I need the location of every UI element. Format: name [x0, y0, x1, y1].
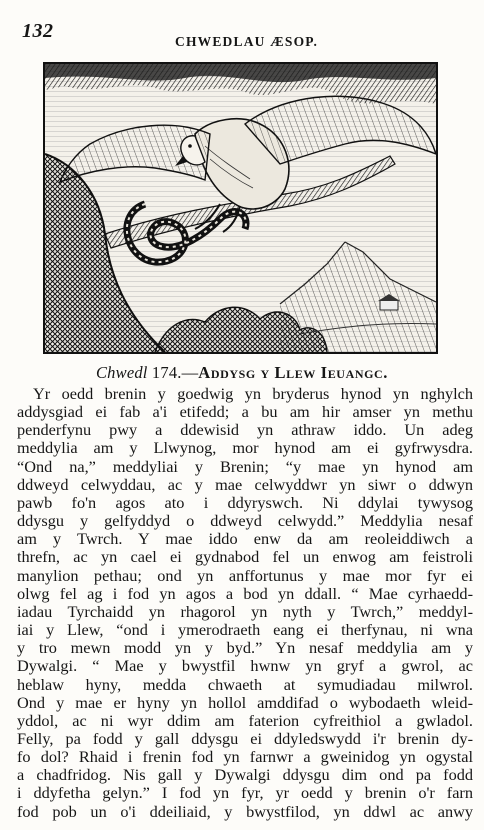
text-line: Dywalgi. “ Mae y bwystfil hwnw yn gryf a gwrol, ac — [17, 657, 473, 676]
text-line: am y Twrch. Y mae iddo enw da am reoleiddiwch a — [17, 530, 473, 549]
text-line: Felly, pa fodd y gall ddysgu ei ddyledswydd i'r brenin dy- — [17, 729, 473, 748]
text-line: iai y Llew, “ond i ymerodraeth eang ei therfynau, ni wna — [17, 621, 473, 640]
illustration-caption — [0, 363, 484, 383]
engraving-eagle-serpent-icon — [45, 64, 436, 352]
text-line: yddol, ac ni wyr ddim am faterion cyfreithiol a gwladol. — [17, 711, 473, 730]
text-line: y tro mewn modd yn y byd.” Yn nesaf meddylia am y — [17, 639, 473, 658]
text-line: ddysgu y gelfyddyd o ddweyd celwydd.” Meddylia nesaf — [17, 512, 473, 531]
text-line: fod pob un o'i ddeiliaid, y bwystfilod, yn ddwl ac anwy — [17, 802, 473, 821]
caption-prefix: Chwedl — [95, 363, 148, 382]
text-line: fo dol? Rhaid i frenin fod yn farnwr a gweinidog yn ogystal — [17, 748, 473, 767]
caption-number: 174.— — [151, 363, 199, 382]
text-line: addysgiad ei fab a'i etifedd; a bu am hir amser yn methu — [17, 403, 473, 422]
text-line: Yr oedd brenin y goedwig yn bryderus hynod yn nghylch — [33, 385, 473, 403]
fable-text — [17, 385, 473, 821]
text-line: threfn, ac yn cael ei gydnabod fel un enwog am feistroli — [17, 548, 473, 567]
caption-title: Addysg y Llew Ieuangc. — [198, 363, 389, 382]
page-number: 132 — [22, 20, 54, 42]
text-line: “Ond na,” meddyliai y Brenin; “y mae yn hynod am — [17, 457, 473, 476]
text-line: manylion pethau; ond yn anffortunus y mae mor fyr ei — [17, 566, 473, 585]
text-line: a chadfridog. Nis gall y Dywalgi ddysgu dim ond pa fodd — [17, 766, 473, 785]
running-head: CHWEDLAU ÆSOP. — [175, 34, 319, 49]
fable-illustration — [43, 62, 438, 354]
text-line: penderfynu pwy a ddewisid yn athraw iddo. Un adeg — [17, 421, 473, 440]
text-line: meddylia am y Llwynog, mor hynod am ei gyfrwysdra. — [17, 439, 473, 458]
text-line: i ddyfetha gelyn.” I fod yn fyr, yr oedd y brenin o'r farn — [17, 784, 473, 803]
text-line: iadau Tyrchaidd yn rhagorol yn nyth y Twrch,” meddyl- — [17, 602, 473, 621]
text-line: pawb fo'n agos ato i ddyryswch. Ni ddylai tywysog — [17, 493, 473, 512]
text-line: ddweyd celwyddau, ac y mae celwyddwr yn siwr o ddwyn — [17, 475, 473, 494]
text-line: olwg fel ag i fod yn agos a bod yn ddall. “ Mae cyrhaedd- — [17, 584, 473, 603]
text-line: Ond y mae er hyny yn hollol amddifad o wybodaeth wleid- — [17, 693, 473, 712]
text-line: heblaw hyny, medda chwaeth at symudiadau milwrol. — [17, 675, 473, 694]
